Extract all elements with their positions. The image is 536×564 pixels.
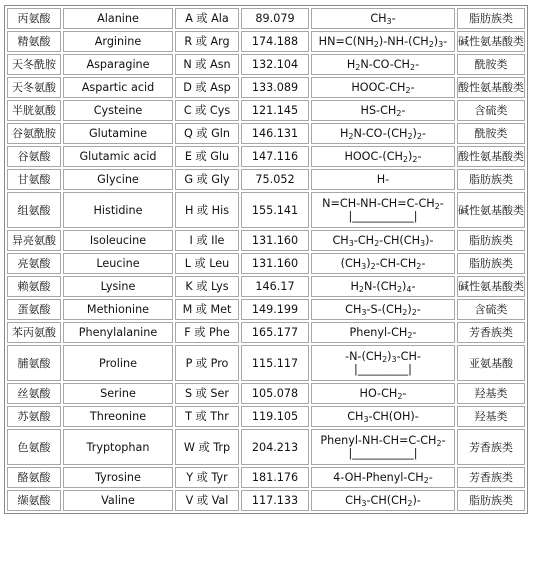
formula-text: N-CO-(CH [353,127,408,140]
side-chain-formula [312,410,454,423]
formula-subscript: 2 [348,132,354,141]
formula-text: )- [425,234,434,247]
abbreviation-cell: G 或 Gly [175,169,239,190]
abbreviation-cell: N 或 Asn [175,54,239,75]
formula-text: - [416,303,421,316]
molecular-weight-cell: 105.078 [241,383,309,404]
table-row [7,169,525,190]
table-row [7,253,525,274]
category-cell: 含硫类 [457,100,525,121]
english-name-cell: Cysteine [63,100,173,121]
formula-text: -CH(OH)- [368,410,419,423]
english-name-cell: Tyrosine [63,467,173,488]
formula-subscript: 2 [402,308,408,317]
formula-text: - [417,150,422,163]
english-name-cell: Proline [63,345,173,381]
formula-text: N-(CH [363,280,397,293]
side-chain-cell [311,77,455,98]
molecular-weight-cell: 119.105 [241,406,309,427]
side-chain-formula [312,150,454,163]
formula-text: CH [345,494,362,507]
formula-text: - [422,127,427,140]
formula-subscript: 2 [396,285,403,294]
side-chain-formula [312,303,454,316]
side-chain-cell [311,54,455,75]
formula-subscript: 2 [416,132,422,141]
side-chain-formula [312,350,454,363]
formula-text: ) [433,35,439,48]
chinese-name-cell: 组氨酸 [7,192,61,228]
table-row [7,276,525,297]
category-cell: 芳香族类 [457,467,525,488]
side-chain-cell [311,276,455,297]
formula-subscript: 2 [407,132,413,141]
category-cell: 脂肪族类 [457,8,525,29]
english-name-cell: Alanine [63,8,173,29]
formula-subscript: 2 [397,392,403,401]
side-chain-formula [312,12,454,25]
side-chain-formula [312,58,454,71]
formula-text: ) [412,127,417,140]
side-chain-formula [312,494,454,507]
side-chain-formula [312,197,454,210]
chinese-name-cell: 甘氨酸 [7,169,61,190]
formula-text: -CH- [396,350,421,363]
side-chain-cell [311,253,455,274]
molecular-weight-cell: 89.079 [241,8,309,29]
chinese-name-cell: 亮氨酸 [7,253,61,274]
category-cell: 酰胺类 [457,123,525,144]
abbreviation-cell: L 或 Leu [175,253,239,274]
amino-acid-table-container [4,5,528,514]
molecular-weight-cell: 131.160 [241,253,309,274]
molecular-weight-cell: 181.176 [241,467,309,488]
formula-text: (CH [340,257,362,270]
table-row [7,490,525,511]
formula-text: ) [408,150,413,163]
formula-subscript: 2 [434,202,440,211]
english-name-cell: Leucine [63,253,173,274]
table-row [7,230,525,251]
side-chain-cell [311,8,455,29]
formula-subscript: 2 [409,63,416,72]
side-chain-cell [311,429,455,465]
formula-text: HO-CH [359,387,398,400]
abbreviation-cell: A 或 Ala [175,8,239,29]
molecular-weight-cell: 204.213 [241,429,309,465]
chinese-name-cell: 酪氨酸 [7,467,61,488]
side-chain-formula [312,234,454,247]
molecular-weight-cell: 147.116 [241,146,309,167]
english-name-cell: Serine [63,383,173,404]
table-row [7,54,525,75]
category-cell: 酸性氨基酸类 [457,146,525,167]
formula-text: - [443,35,448,48]
side-chain-formula [312,387,454,400]
ring-closure-line: |___________| [348,447,418,460]
category-cell: 脂肪族类 [457,253,525,274]
side-chain-cell [311,406,455,427]
formula-text: H- [376,173,390,186]
formula-text: H [339,127,349,140]
category-cell: 碱性氨基酸类 [457,276,525,297]
formula-text: HS-CH [360,104,397,117]
molecular-weight-cell: 155.141 [241,192,309,228]
side-chain-formula [312,471,454,484]
chinese-name-cell: 脯氨酸 [7,345,61,381]
formula-subscript: 3 [361,499,367,508]
amino-acid-table-body [7,8,525,511]
formula-text: - [402,387,407,400]
category-cell: 芳香族类 [457,429,525,465]
formula-text: - [441,434,446,447]
category-cell: 羟基类 [457,383,525,404]
molecular-weight-cell: 115.117 [241,345,309,381]
english-name-cell: Valine [63,490,173,511]
category-cell: 脂肪族类 [457,490,525,511]
formula-text: HOOC-(CH [344,150,403,163]
abbreviation-cell: Q 或 Gln [175,123,239,144]
category-cell: 芳香族类 [457,322,525,343]
formula-text: ) [366,257,371,270]
formula-subscript: 2 [428,40,434,49]
english-name-cell: Lysine [63,276,173,297]
molecular-weight-cell: 133.089 [241,77,309,98]
abbreviation-cell: M 或 Met [175,299,239,320]
chinese-name-cell: 谷氨酰胺 [7,123,61,144]
formula-subscript: 2 [355,63,361,72]
chinese-name-cell: 天冬氨酸 [7,77,61,98]
english-name-cell: Threonine [63,406,173,427]
formula-subscript: 2 [405,86,411,95]
abbreviation-cell: S 或 Ser [175,383,239,404]
category-cell: 脂肪族类 [457,230,525,251]
formula-subscript: 3 [420,239,426,248]
chinese-name-cell: 苯丙氨酸 [7,322,61,343]
abbreviation-cell: H 或 His [175,192,239,228]
formula-text: ) [402,280,407,293]
side-chain-formula [312,434,454,447]
table-row [7,31,525,52]
formula-text: N-CO-CH [360,58,410,71]
english-name-cell: Aspartic acid [63,77,173,98]
formula-subscript: 2 [382,355,388,364]
formula-text: H [346,58,356,71]
table-row [7,299,525,320]
category-cell: 碱性氨基酸类 [457,31,525,52]
table-row [7,123,525,144]
formula-subscript: 2 [373,40,379,49]
formula-subscript: 2 [436,439,442,448]
side-chain-formula [312,280,454,293]
abbreviation-cell: I 或 Ile [175,230,239,251]
formula-subscript: 3 [438,40,444,49]
side-chain-formula [312,104,454,117]
formula-text: - [411,280,416,293]
formula-text: HN=C(NH [318,35,374,48]
chinese-name-cell: 赖氨酸 [7,276,61,297]
table-row [7,8,525,29]
abbreviation-cell: T 或 Thr [175,406,239,427]
english-name-cell: Glutamic acid [63,146,173,167]
formula-subscript: 2 [370,262,376,271]
abbreviation-cell: P 或 Pro [175,345,239,381]
formula-text: - [439,197,444,210]
formula-subscript: 3 [361,262,367,271]
formula-subscript: 3 [361,308,367,317]
molecular-weight-cell: 117.133 [241,490,309,511]
english-name-cell: Asparagine [63,54,173,75]
formula-text: ) [407,303,412,316]
side-chain-cell [311,123,455,144]
formula-text: CH [370,12,387,25]
formula-text: -CH(CH [366,494,408,507]
side-chain-cell [311,100,455,121]
side-chain-cell [311,345,455,381]
amino-acid-table [4,5,528,514]
side-chain-formula [312,326,454,339]
formula-text: HOOC-CH [351,81,406,94]
category-cell: 羟基类 [457,406,525,427]
table-row [7,322,525,343]
molecular-weight-cell: 75.052 [241,169,309,190]
abbreviation-cell: C 或 Cys [175,100,239,121]
side-chain-formula [312,257,454,270]
chinese-name-cell: 天冬酰胺 [7,54,61,75]
formula-text: - [412,326,417,339]
side-chain-cell [311,490,455,511]
chinese-name-cell: 半胱氨酸 [7,100,61,121]
side-chain-cell [311,467,455,488]
formula-text: -N-(CH [345,350,383,363]
formula-text: -CH [353,234,375,247]
formula-text: - [391,12,396,25]
formula-subscript: 2 [396,109,402,118]
formula-subscript: 2 [358,285,364,294]
abbreviation-cell: W 或 Trp [175,429,239,465]
formula-subscript: 3 [391,355,397,364]
side-chain-cell [311,299,455,320]
abbreviation-cell: D 或 Asp [175,77,239,98]
formula-subscript: 3 [386,17,392,26]
formula-text: N=CH-NH-CH=C-CH [322,197,435,210]
formula-subscript: 2 [416,262,422,271]
molecular-weight-cell: 132.104 [241,54,309,75]
formula-subscript: 4 [406,285,412,294]
formula-text: Phenyl-NH-CH=C-CH [320,434,437,447]
formula-text: ) [387,350,392,363]
side-chain-cell [311,383,455,404]
english-name-cell: Glutamine [63,123,173,144]
molecular-weight-cell: 149.199 [241,299,309,320]
english-name-cell: Histidine [63,192,173,228]
side-chain-cell [311,322,455,343]
chinese-name-cell: 丙氨酸 [7,8,61,29]
formula-text: CH [332,234,349,247]
category-cell: 碱性氨基酸类 [457,192,525,228]
formula-text: 4-OH-Phenyl-CH [333,471,424,484]
chinese-name-cell: 丝氨酸 [7,383,61,404]
formula-subscript: 2 [407,331,413,340]
formula-subscript: 2 [407,499,413,508]
table-row [7,429,525,465]
table-row [7,406,525,427]
chinese-name-cell: 蛋氨酸 [7,299,61,320]
english-name-cell: Glycine [63,169,173,190]
formula-text: -CH-CH [375,257,417,270]
category-cell: 酰胺类 [457,54,525,75]
abbreviation-cell: K 或 Lys [175,276,239,297]
abbreviation-cell: V 或 Val [175,490,239,511]
english-name-cell: Arginine [63,31,173,52]
molecular-weight-cell: 146.17 [241,276,309,297]
formula-subscript: 3 [363,415,369,424]
formula-text: -S-(CH [366,303,403,316]
formula-text: - [415,58,420,71]
category-cell: 含硫类 [457,299,525,320]
side-chain-cell [311,31,455,52]
table-row [7,146,525,167]
formula-subscript: 2 [402,155,409,164]
molecular-weight-cell: 146.131 [241,123,309,144]
abbreviation-cell: R 或 Arg [175,31,239,52]
ring-closure-line: |___________| [348,210,418,223]
abbreviation-cell: Y 或 Tyr [175,467,239,488]
chinese-name-cell: 谷氨酸 [7,146,61,167]
formula-subscript: 2 [411,308,417,317]
english-name-cell: Tryptophan [63,429,173,465]
chinese-name-cell: 异亮氨酸 [7,230,61,251]
formula-text: -CH(CH [379,234,421,247]
ring-closure-line: |_________| [354,363,412,376]
formula-subscript: 2 [423,476,429,485]
molecular-weight-cell: 121.145 [241,100,309,121]
table-row [7,345,525,381]
formula-text: H [350,280,359,293]
side-chain-formula [312,173,454,186]
english-name-cell: Isoleucine [63,230,173,251]
abbreviation-cell: F 或 Phe [175,322,239,343]
table-row [7,77,525,98]
molecular-weight-cell: 165.177 [241,322,309,343]
formula-text: - [410,81,415,94]
formula-text: - [428,471,433,484]
formula-text: )- [412,494,421,507]
molecular-weight-cell: 131.160 [241,230,309,251]
english-name-cell: Phenylalanine [63,322,173,343]
formula-text: CH [345,303,362,316]
table-row [7,383,525,404]
table-row [7,100,525,121]
side-chain-formula [312,127,454,140]
side-chain-cell [311,192,455,228]
formula-subscript: 3 [348,239,354,248]
formula-text: - [421,257,426,270]
chinese-name-cell: 缬氨酸 [7,490,61,511]
table-row [7,192,525,228]
side-chain-formula [312,35,454,48]
formula-text: Phenyl-CH [349,326,408,339]
side-chain-cell [311,146,455,167]
formula-subscript: 2 [374,239,380,248]
formula-text: )-NH-(CH [378,35,429,48]
chinese-name-cell: 苏氨酸 [7,406,61,427]
formula-subscript: 2 [412,155,418,164]
category-cell: 酸性氨基酸类 [457,77,525,98]
category-cell: 脂肪族类 [457,169,525,190]
molecular-weight-cell: 174.188 [241,31,309,52]
table-row [7,467,525,488]
side-chain-cell [311,169,455,190]
chinese-name-cell: 色氨酸 [7,429,61,465]
abbreviation-cell: E 或 Glu [175,146,239,167]
side-chain-cell [311,230,455,251]
category-cell: 亚氨基酸 [457,345,525,381]
formula-text: CH [347,410,364,423]
chinese-name-cell: 精氨酸 [7,31,61,52]
english-name-cell: Methionine [63,299,173,320]
side-chain-formula [312,81,454,94]
formula-text: - [401,104,406,117]
